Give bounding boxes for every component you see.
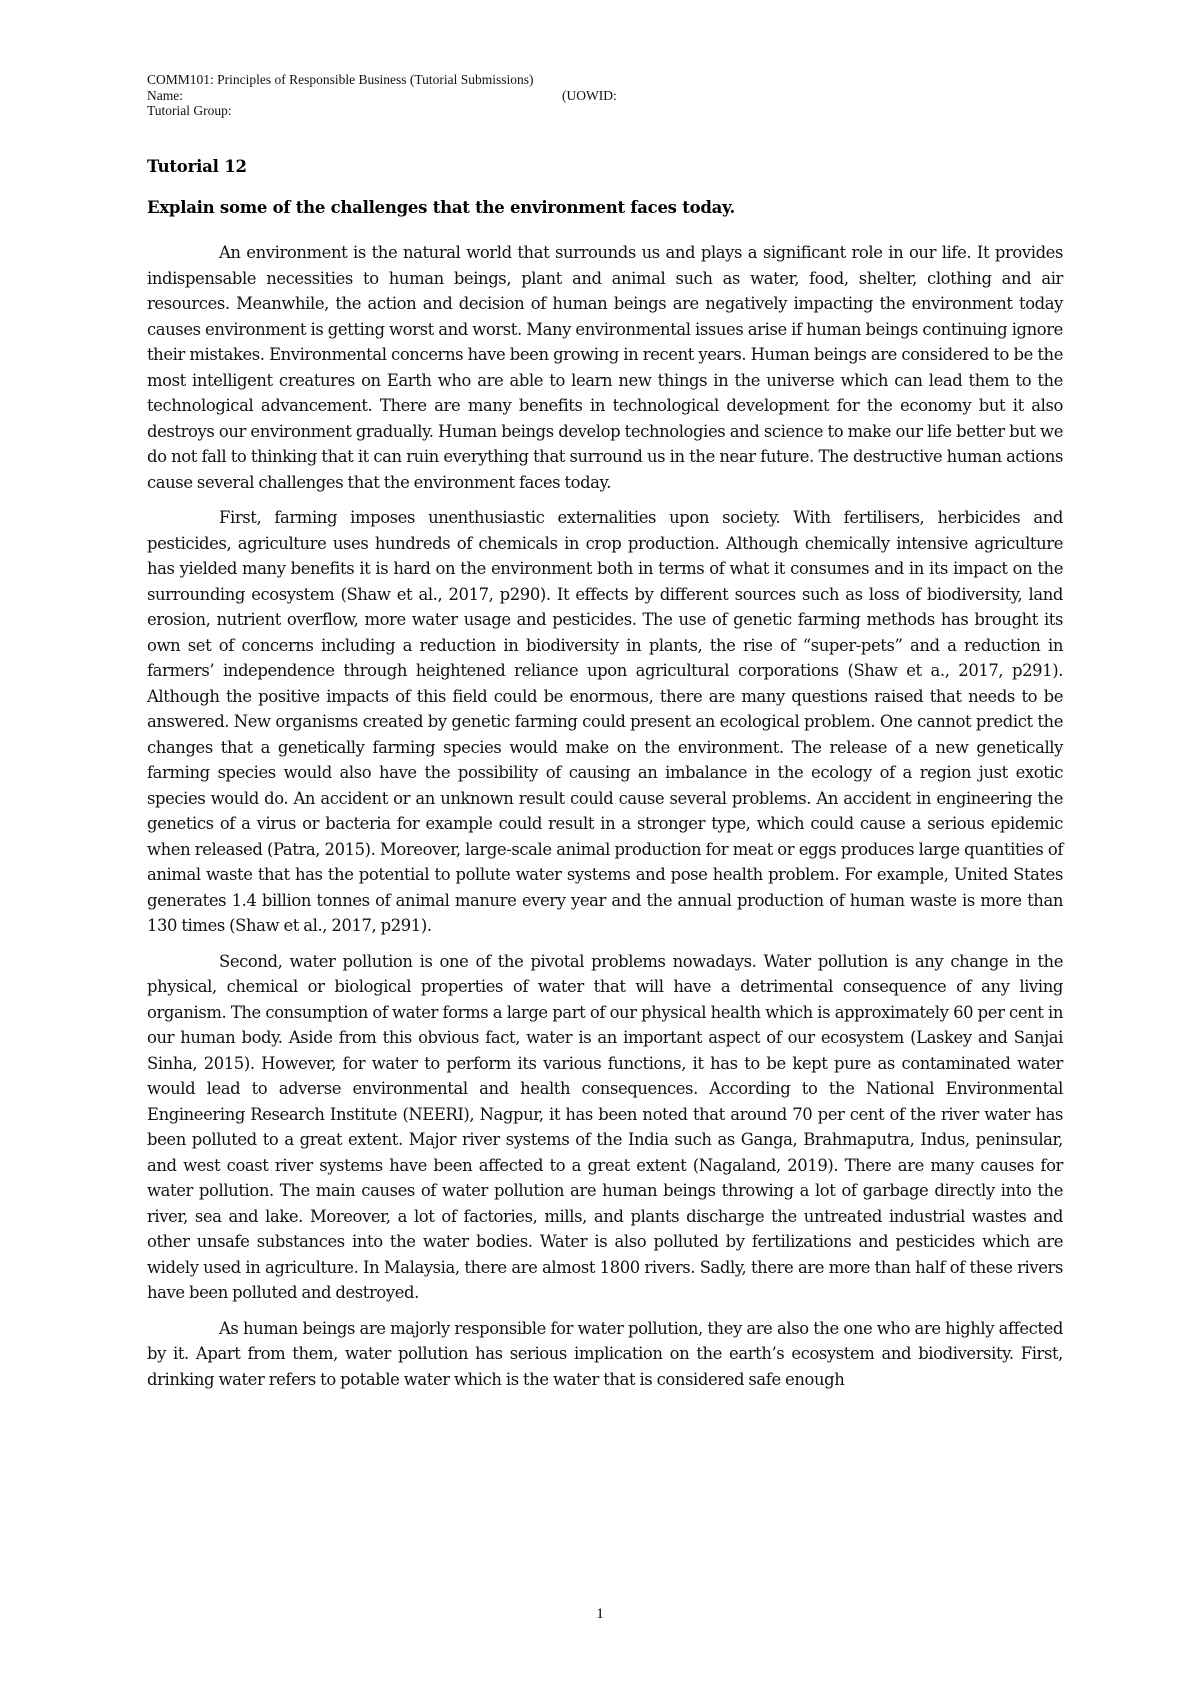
- essay-body: [147, 240, 1063, 1402]
- paragraph-farming: First, farming imposes unenthusiastic externalities upon society. With fertilisers, herbicides and pesticides, agriculture uses hundreds of chemicals in crop production. Although chemically intensive agriculture has yielded many benefits it is hard on the environment both in terms of what it consumes and in its impact on the surrounding ecosystem (Shaw et al., 2017, p290). It effects by different sources such as loss of biodiversity, land erosion, nutrient overflow, more water usage and pesticides. The use of genetic farming methods has brought its own set of concerns including a reduction in biodiversity in plants, the rise of “super-pets” and a reduction in farmers’ independence through heightened reliance upon agricultural corporations (Shaw et a., 2017, p291). Although the positive impacts of this field could be enormous, there are many questions raised that needs to be answered. New organisms created by genetic farming could present an ecological problem. One cannot predict the changes that a genetically farming species would make on the environment. The release of a new genetically farming species would also have the possibility of causing an imbalance in the ecology of a region just exotic species would do. An accident or an unknown result could cause several problems. An accident in engineering the genetics of a virus or bacteria for example could result in a stronger type, which could cause a serious epidemic when released (Patra, 2015). Moreover, large-scale animal production for meat or eggs produces large quantities of animal waste that has the potential to pollute water systems and pose health problem. For example, United States generates 1.4 billion tonnes of animal manure every year and the annual production of human waste is more than 130 times (Shaw et al., 2017, p291).: [147, 508, 1063, 935]
- page-title: Tutorial 12: [147, 157, 247, 176]
- course-title: COMM101: Principles of Responsible Business (Tutorial Submissions): [147, 72, 534, 87]
- paragraph-water-pollution: Second, water pollution is one of the pivotal problems nowadays. Water pollution is any change in the physical, chemical or biological properties of water that will have a detrimental consequence of any living organism. The consumption of water forms a large part of our physical health which is approximately 60 per cent in our human body. Aside from this obvious fact, water is an important aspect of our ecosystem (Laskey and Sanjai Sinha, 2015). However, for water to perform its various functions, it has to be kept pure as contaminated water would lead to adverse environmental and health consequences. According to the National Environmental Engineering Research Institute (NEERI), Nagpur, it has been noted that around 70 per cent of the river water has been polluted to a great extent. Major river systems of the India such as Ganga, Brahmaputra, Indus, peninsular, and west coast river systems have been affected to a great extent (Nagaland, 2019). There are many causes for water pollution. The main causes of water pollution are human beings throwing a lot of garbage directly into the river, sea and lake. Moreover, a lot of factories, mills, and plants discharge the untreated industrial wastes and other unsafe substances into the water bodies. Water is also polluted by fertilizations and pesticides which are widely used in agriculture. In Malaysia, there are almost 1800 rivers. Sadly, there are more than half of these rivers have been polluted and destroyed.: [147, 951, 1063, 1302]
- course-line: [147, 72, 534, 88]
- submission-header: [147, 72, 617, 119]
- paragraph-impacts: As human beings are majorly responsible for water pollution, they are also the one who are highly affected by it. Apart from them, water pollution has serious implication on the earth’s ecosystem and biodiversity. First, drinking water refers to potable water which is the water that is considered safe enough: [147, 1318, 1063, 1389]
- group-line: [147, 103, 534, 119]
- tutorial-group-label: Tutorial Group:: [147, 103, 232, 118]
- name-label: Name:: [147, 87, 183, 103]
- name-line: [147, 87, 617, 104]
- paragraph-intro: An environment is the natural world that surrounds us and plays a significant role in our life. It provides indispensable necessities to human beings, plant and animal such as water, food, shelter, clothing and air resources. Meanwhile, the action and decision of human beings are negatively impacting the environment today causes environment is getting worst and worst. Many environmental issues arise if human beings continuing ignore their mistakes. Environmental concerns have been growing in recent years. Human beings are considered to be the most intelligent creatures on Earth who are able to learn new things in the universe which can lead them to the technological advancement. There are many benefits in technological development for the economy but it also destroys our environment gradually. Human beings develop technologies and science to make our life better but we do not fall to thinking that it can ruin everything that surround us in the near future. The destructive human actions cause several challenges that the environment faces today.: [147, 243, 1063, 492]
- question-heading: Explain some of the challenges that the environment faces today.: [147, 198, 736, 217]
- page-number: 1: [596, 1606, 604, 1622]
- uowid-label: (UOWID:: [562, 87, 617, 103]
